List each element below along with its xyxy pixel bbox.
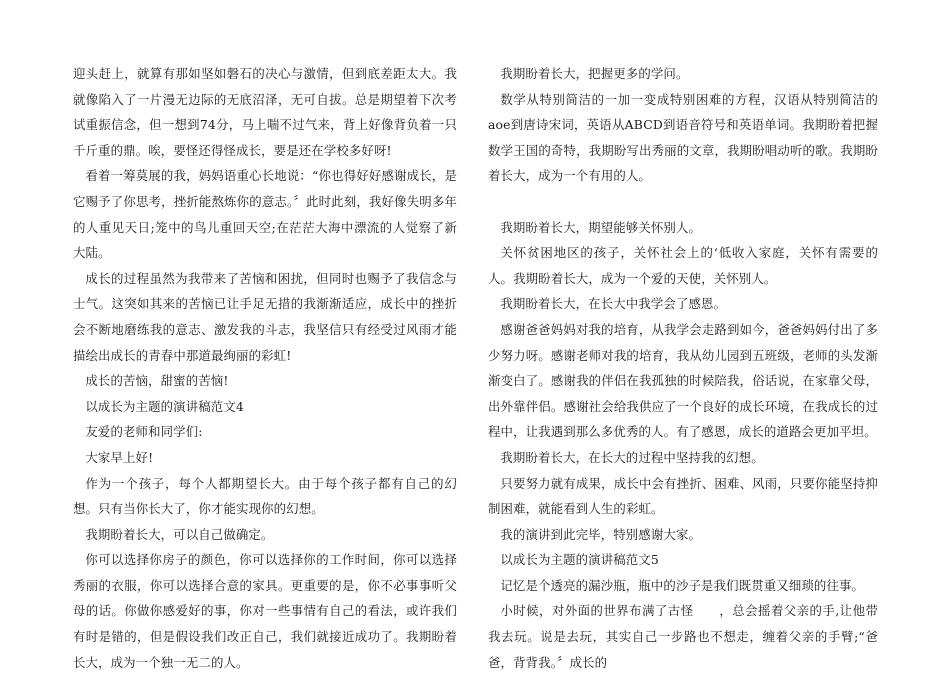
section-heading: 以成长为主题的演讲稿范文4 (85, 398, 244, 414)
paragraph: 我期盼着长大，在长大中我学会了感恩。 (500, 296, 727, 312)
salutation: 友爱的老师和同学们: (85, 424, 203, 440)
paragraph: 我期盼着长大，把握更多的学问。 (500, 66, 689, 81)
greeting: 大家早上好! (85, 449, 154, 465)
section-heading: 以成长为主题的演讲稿范文5 (500, 552, 659, 568)
paragraph: 只要努力就有成果，成长中会有挫折、困难、风雨，只要你能坚持抑制困难，就能看到人生的彩虹。 (488, 475, 878, 517)
paragraph: 成长的过程虽然为我带来了苦恼和困扰，但同时也赐予了我信念与士气。这突如其来的苦恼已让手足无措的我渐渐适应，成长中的挫折会不断地磨练我的意志、激发我的斗志，我坚信只有经受过风雨才能描绘出成长的青春中那道最绚丽的彩虹! (73, 270, 457, 363)
paragraph: 成长的苦恼，甜蜜的苦恼! (85, 373, 229, 389)
paragraph: 迎头赶上，就算有那如坚如磐石的决心与激情，但到底差距太大。我就像陷入了一片漫无边际的无底沼泽，无可自拔。总是期望着下次考试重振信念，但一想到74分，马上喘不过气来，背上好像背负着一只千斤重的鼎。唉，要怪还得怪成长，要是还在学校多好呀! (73, 66, 457, 158)
paragraph: 我期盼着长大，期望能够关怀别人。 (500, 219, 702, 235)
paragraph: 感谢爸爸妈妈对我的培育，从我学会走路到如今，爸爸妈妈付出了多少努力呀。感谢老师对我的培育，我从幼儿园到五班级，老师的头发渐渐变白了。感谢我的伴侣在我孤独的时候陪我，俗话说，在家靠父母，出外靠伴侣。感谢社会给我供应了一个良好的成长环境，在我成长的过程中，让我遇到那么多优秀的人。有了感恩，成长的道路会更加平坦。 (488, 321, 878, 440)
paragraph: 作为一个孩子，每个人都期望长大。由于每个孩子都有自己的幻想。只有当你长大了，你才能实现你的幻想。 (73, 475, 457, 517)
paragraph: 小时候，对外面的世界布满了古怪 ，总会摇着父亲的手,让他带我去玩。说是去玩，其实自己一步路也不想走，缠着父亲的手臂;“爸爸，背背我。〞成长的 (488, 603, 878, 670)
paragraph: 你可以选择你房子的颜色，你可以选择你的工作时间，你可以选择秀丽的衣服，你可以选择合意的家具。更重要的是，你不必事事听父母的话。你做你感爱好的事，你对一些事情有自己的看法，或许我们有时是错的，但是假设我们改正自己，我们就接近成功了。我期盼着长大，成为一个独一无二的人。 (73, 552, 457, 670)
paragraph: 看着一筹莫展的我，妈妈语重心长地说：“你也得好好感谢成长，是它赐予了你思考，挫折能熬炼你的意志。〞此时此刻，我好像失明多年的人重见天日;笼中的鸟儿重回天空;在茫茫大海中漂流的人觉察了新大陆。 (73, 168, 457, 261)
paragraph: 我的演讲到此完毕，特别感谢大家。 (500, 526, 702, 542)
paragraph: 记忆是个透亮的漏沙瓶，瓶中的沙子是我们既贯重又细琐的往事。 (500, 577, 865, 593)
blank-line (488, 189, 878, 215)
left-text-column (73, 61, 457, 675)
paragraph: 关怀贫困地区的孩子，关怀社会上的‘低收入家庭，关怀有需要的人。我期盼着长大，成为一个爱的天使，关怀别人。 (488, 245, 878, 286)
paragraph: 我期盼着长大，可以自己做确定。 (85, 526, 274, 542)
paragraph: 数学从特别简洁的一加一变成特别困难的方程，汉语从特别简洁的aoe到唐诗宋词，英语从ABCD到语音符号和英语单词。我期盼着把握数学王国的奇特，我期盼写出秀丽的文章，我期盼唱动听的歌。我期盼着长大，成为一个有用的人。 (488, 91, 878, 184)
right-text-column (488, 61, 878, 675)
paragraph: 我期盼着长大，在长大的过程中坚持我的幻想。 (500, 449, 764, 465)
